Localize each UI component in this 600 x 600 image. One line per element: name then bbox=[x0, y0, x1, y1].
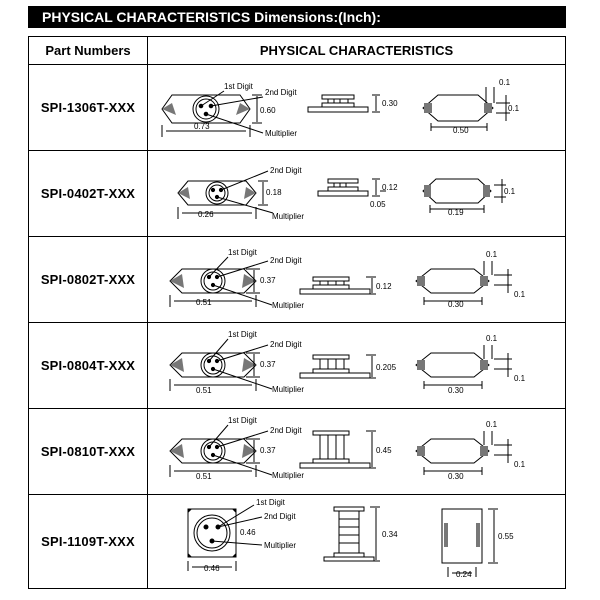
table-row bbox=[29, 409, 566, 495]
top-view bbox=[170, 339, 272, 391]
bottom-view bbox=[423, 87, 510, 131]
body-width-dim: 0.24 bbox=[456, 570, 472, 579]
top-view bbox=[170, 425, 272, 477]
drawing-cell bbox=[148, 409, 566, 495]
bottom-view bbox=[416, 261, 512, 305]
second-digit-label: 2nd Digit bbox=[270, 340, 302, 349]
dimension-drawing bbox=[148, 65, 567, 150]
bottom-view bbox=[442, 509, 498, 577]
second-digit-label: 2nd Digit bbox=[264, 512, 296, 521]
height-dim: 0.37 bbox=[260, 276, 276, 285]
drawing-cell bbox=[148, 65, 566, 151]
first-digit-label: 1st Digit bbox=[228, 330, 257, 339]
drawing-cell bbox=[148, 495, 566, 589]
body-width-dim: 0.30 bbox=[448, 386, 464, 395]
top-view bbox=[188, 505, 262, 571]
pad-dim-1: 0.1 bbox=[486, 250, 498, 259]
first-digit-label: 1st Digit bbox=[228, 416, 257, 425]
second-digit-label: 2nd Digit bbox=[270, 256, 302, 265]
pad-dim-1: 0.1 bbox=[486, 420, 498, 429]
side-height-dim: 0.205 bbox=[376, 363, 397, 372]
body-width-dim: 0.50 bbox=[453, 126, 469, 135]
side-height-dim: 0.12 bbox=[382, 183, 398, 192]
width-dim: 0.51 bbox=[196, 298, 212, 307]
side-view bbox=[308, 95, 380, 112]
width-dim: 0.26 bbox=[198, 210, 214, 219]
pad-dim-1: 0.1 bbox=[499, 78, 511, 87]
bottom-view bbox=[416, 431, 512, 475]
dimension-drawing bbox=[148, 495, 567, 588]
table-row bbox=[29, 65, 566, 151]
side-view bbox=[300, 277, 376, 294]
part-number: SPI-0802T-XXX bbox=[29, 237, 148, 323]
height-dim: 0.46 bbox=[240, 528, 256, 537]
height-dim: 0.60 bbox=[260, 106, 276, 115]
table-row bbox=[29, 495, 566, 589]
multiplier-label: Multiplier bbox=[272, 212, 305, 221]
top-view bbox=[178, 171, 273, 219]
second-digit-label: 2nd Digit bbox=[265, 88, 297, 97]
dimension-drawing bbox=[148, 237, 567, 322]
pad-dim-2: 0.1 bbox=[514, 460, 526, 469]
bottom-view bbox=[416, 345, 512, 389]
dimension-drawing bbox=[148, 151, 567, 236]
page-title: PHYSICAL CHARACTERISTICS Dimensions:(Inch): bbox=[28, 6, 566, 28]
dimension-drawing bbox=[148, 409, 567, 494]
side-view bbox=[318, 179, 386, 196]
first-digit-label: 1st Digit bbox=[224, 82, 253, 91]
first-digit-label: 1st Digit bbox=[228, 248, 257, 257]
part-number: SPI-1306T-XXX bbox=[29, 65, 148, 151]
drawing-cell bbox=[148, 237, 566, 323]
part-number: SPI-0402T-XXX bbox=[29, 151, 148, 237]
side-view bbox=[300, 355, 376, 378]
lead-offset-dim: 0.05 bbox=[370, 200, 386, 209]
first-digit-label: 1st Digit bbox=[256, 498, 285, 507]
body-width-dim: 0.30 bbox=[448, 472, 464, 481]
pad-dim-2: 0.1 bbox=[514, 374, 526, 383]
part-number: SPI-1109T-XXX bbox=[29, 495, 148, 589]
width-dim: 0.73 bbox=[194, 122, 210, 131]
pad-dim-2: 0.1 bbox=[504, 187, 516, 196]
side-height-dim: 0.45 bbox=[376, 446, 392, 455]
multiplier-label: Multiplier bbox=[272, 301, 305, 310]
body-width-dim: 0.30 bbox=[448, 300, 464, 309]
width-dim: 0.46 bbox=[204, 564, 220, 573]
multiplier-label: Multiplier bbox=[265, 129, 298, 138]
column-header-physical: PHYSICAL CHARACTERISTICS bbox=[148, 37, 566, 65]
top-view bbox=[162, 91, 263, 137]
column-header-part-numbers: Part Numbers bbox=[29, 37, 148, 65]
side-view bbox=[300, 431, 376, 468]
side-height-dim: 0.12 bbox=[376, 282, 392, 291]
multiplier-label: Multiplier bbox=[264, 541, 297, 550]
body-height-dim: 0.55 bbox=[498, 532, 514, 541]
width-dim: 0.51 bbox=[196, 472, 212, 481]
dimension-drawing bbox=[148, 323, 567, 408]
characteristics-table bbox=[28, 36, 566, 589]
multiplier-label: Multiplier bbox=[272, 471, 305, 480]
second-digit-label: 2nd Digit bbox=[270, 166, 302, 175]
height-dim: 0.37 bbox=[260, 360, 276, 369]
width-dim: 0.51 bbox=[196, 386, 212, 395]
body-width-dim: 0.19 bbox=[448, 208, 464, 217]
table-row bbox=[29, 323, 566, 409]
height-dim: 0.37 bbox=[260, 446, 276, 455]
pad-dim-2: 0.1 bbox=[508, 104, 520, 113]
table-header-row bbox=[29, 37, 566, 65]
top-view bbox=[170, 257, 272, 307]
bottom-view bbox=[423, 179, 506, 213]
drawing-cell bbox=[148, 323, 566, 409]
height-dim: 0.18 bbox=[266, 188, 282, 197]
pad-dim-2: 0.1 bbox=[514, 290, 526, 299]
table-row bbox=[29, 151, 566, 237]
second-digit-label: 2nd Digit bbox=[270, 426, 302, 435]
side-height-dim: 0.34 bbox=[382, 530, 398, 539]
multiplier-label: Multiplier bbox=[272, 385, 305, 394]
drawing-cell bbox=[148, 151, 566, 237]
side-height-dim: 0.30 bbox=[382, 99, 398, 108]
part-number: SPI-0804T-XXX bbox=[29, 323, 148, 409]
pad-dim-1: 0.1 bbox=[486, 334, 498, 343]
table-row bbox=[29, 237, 566, 323]
part-number: SPI-0810T-XXX bbox=[29, 409, 148, 495]
side-view bbox=[324, 507, 380, 561]
